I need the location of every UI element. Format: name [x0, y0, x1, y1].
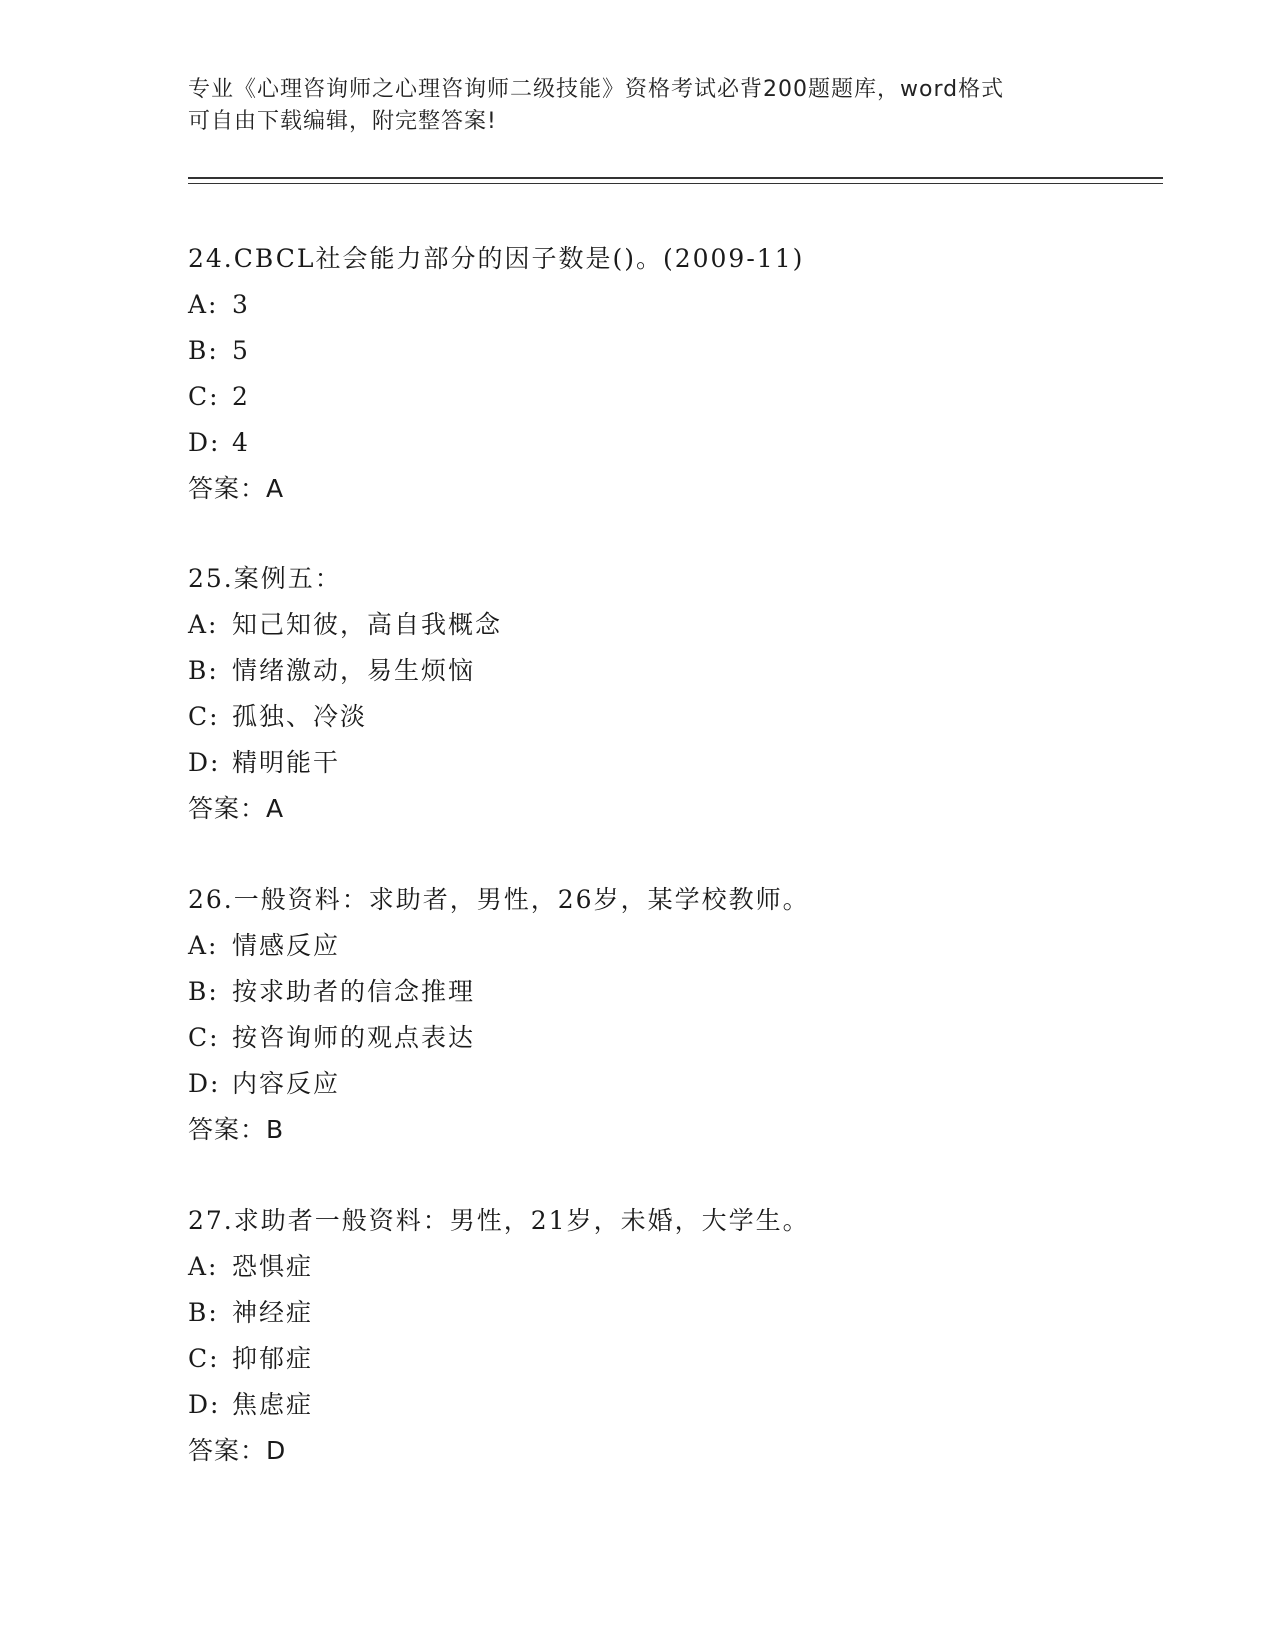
option-letter: B:: [188, 1298, 219, 1327]
option-text: 内容反应: [232, 1069, 341, 1098]
question-27: [188, 1198, 1088, 1474]
option-letter: B:: [188, 977, 219, 1006]
option-text: 精明能干: [232, 748, 341, 777]
option-d: [188, 1382, 1088, 1428]
option-letter: D:: [188, 1390, 221, 1419]
option-text: 恐惧症: [232, 1252, 314, 1281]
question-25: [188, 556, 1088, 832]
header-line-2: 可自由下载编辑，附完整答案!: [188, 109, 497, 134]
option-b: [188, 328, 1088, 374]
option-letter: A:: [188, 290, 219, 319]
option-d: [188, 1061, 1088, 1107]
document-header: [188, 74, 1088, 138]
option-c: [188, 694, 1088, 740]
option-text: 2: [232, 382, 250, 411]
option-text: 情感反应: [232, 931, 341, 960]
option-text: 按求助者的信念推理: [232, 977, 476, 1006]
option-a: [188, 923, 1088, 969]
option-text: 3: [232, 290, 250, 319]
option-text: 孤独、冷淡: [232, 702, 368, 731]
option-text: 按咨询师的观点表达: [232, 1023, 476, 1052]
answer-line: 答案：D: [188, 1436, 287, 1465]
option-c: [188, 1015, 1088, 1061]
answer-line: 答案：A: [188, 474, 285, 503]
option-b: [188, 648, 1088, 694]
question-26: [188, 877, 1088, 1153]
option-letter: C:: [188, 702, 220, 731]
option-letter: A:: [188, 610, 219, 639]
option-text: 4: [232, 428, 250, 457]
question-stem: 26.一般资料：求助者，男性，26岁，某学校教师。: [188, 885, 810, 914]
question-stem: 27.求助者一般资料：男性，21岁，未婚，大学生。: [188, 1206, 810, 1235]
option-a: [188, 1244, 1088, 1290]
option-c: [188, 1336, 1088, 1382]
option-letter: A:: [188, 1252, 219, 1281]
option-text: 抑郁症: [232, 1344, 314, 1373]
option-text: 焦虑症: [232, 1390, 314, 1419]
question-stem: 24.CBCL社会能力部分的因子数是()。(2009-11): [188, 244, 805, 273]
option-b: [188, 1290, 1088, 1336]
header-divider-thin: [188, 183, 1163, 184]
option-c: [188, 374, 1088, 420]
option-letter: D:: [188, 428, 221, 457]
header-divider-thick: [188, 177, 1163, 179]
option-letter: B:: [188, 656, 219, 685]
option-a: [188, 282, 1088, 328]
option-b: [188, 969, 1088, 1015]
option-letter: B:: [188, 336, 219, 365]
option-text: 知己知彼，高自我概念: [232, 610, 503, 639]
option-letter: D:: [188, 1069, 221, 1098]
option-text: 情绪激动，易生烦恼: [232, 656, 476, 685]
question-stem: 25.案例五：: [188, 564, 342, 593]
option-letter: C:: [188, 382, 220, 411]
header-line-1: 专业《心理咨询师之心理咨询师二级技能》资格考试必背200题题库，word格式: [188, 77, 1005, 102]
answer-line: 答案：A: [188, 794, 285, 823]
option-letter: D:: [188, 748, 221, 777]
option-text: 5: [232, 336, 250, 365]
option-letter: C:: [188, 1344, 220, 1373]
question-24: [188, 236, 1088, 512]
option-d: [188, 740, 1088, 786]
option-letter: A:: [188, 931, 219, 960]
option-letter: C:: [188, 1023, 220, 1052]
answer-line: 答案：B: [188, 1115, 285, 1144]
option-d: [188, 420, 1088, 466]
option-a: [188, 602, 1088, 648]
option-text: 神经症: [232, 1298, 314, 1327]
